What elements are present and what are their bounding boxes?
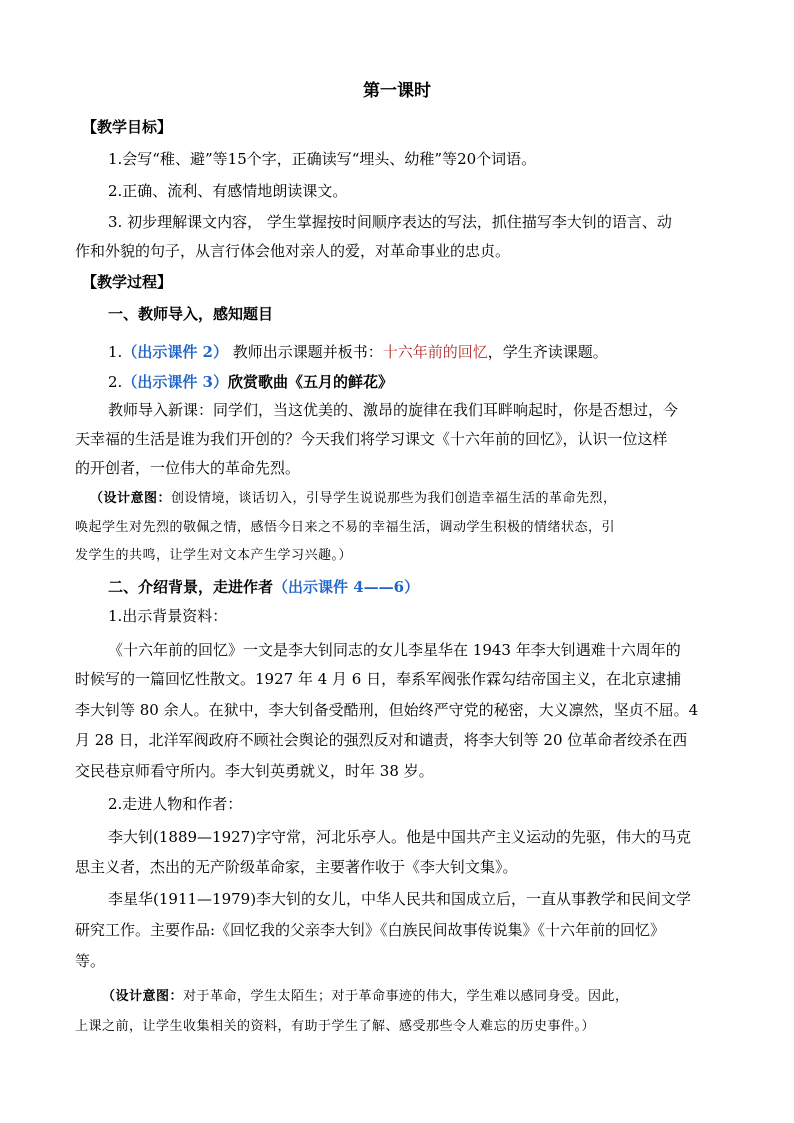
goal-item-2: 2.正确、流利、有感情地朗读课文。 <box>108 182 348 200</box>
li-xinghua-line-3: 等。 <box>75 952 106 970</box>
item-text: 欣赏歌曲《五月的鲜花》 <box>227 373 393 391</box>
background-line-2: 时候写的一篇回忆性散文。1927 年 4 月 6 日，奉系军阀张作霖勾结帝国主义，在北京逮捕 <box>75 670 682 688</box>
item-number: 1. <box>108 343 123 361</box>
section1-heading: 一、教师导入，感知题目 <box>108 305 274 323</box>
background-line-4: 月 28 日，北洋军阀政府不顾社会舆论的强烈反对和谴责，将李大钊等 20 位革命者绞杀在西 <box>75 731 688 749</box>
goal-item-3: 3. 初步理解课文内容， 学生掌握按时间顺序表达的写法，抓住描写李大钊的语言、动 <box>108 213 672 231</box>
section1-item-1 <box>108 342 608 362</box>
design-note-1-line-2: 唤起学生对先烈的敬佩之情，感悟今日来之不易的幸福生活，调动学生积极的情绪状态，引 <box>75 520 616 535</box>
design-note-2-line-2: 上课之前，让学生收集相关的资料，有助于学生了解、感受那些令人难忘的历史事件。） <box>75 1019 596 1034</box>
background-label: 1.出示背景资料： <box>108 607 228 625</box>
item-number: 2. <box>108 373 123 391</box>
background-line-1: 《十六年前的回忆》一文是李大钊同志的女儿李星华在 1943 年李大钊遇难十六周年的 <box>108 641 681 659</box>
design-note-text: 创设情境，谈话切入，引导学生说说那些为我们创造幸福生活的革命先烈， <box>171 491 617 506</box>
process-heading: 【教学过程】 <box>82 273 173 291</box>
li-xinghua-line-1: 李星华(1911—1979)李大钊的女儿，中华人民共和国成立后，一直从事教学和民间文学 <box>108 890 692 908</box>
design-note-1 <box>90 489 617 509</box>
intro-paragraph-line-1: 教师导入新课：同学们，当这优美的、激昂的旋律在我们耳畔响起时，你是否想过，今 <box>108 401 679 419</box>
design-note-label: （设计意图： <box>90 491 172 506</box>
item-text: 教师出示课题并板书： <box>227 343 383 361</box>
lesson-title-highlight: 十六年前的回忆 <box>382 343 488 361</box>
design-note-label: （设计意图： <box>102 989 184 1004</box>
intro-paragraph-line-2: 天幸福的生活是谁为我们开创的？今天我们将学习课文《十六年前的回忆》，认识一位这样 <box>75 430 668 448</box>
design-note-2 <box>102 987 629 1007</box>
goals-heading: 【教学目标】 <box>82 118 173 136</box>
design-note-1-line-3: 发学生的共鸣，让学生对文本产生学习兴趣。） <box>75 548 353 563</box>
background-line-3: 李大钊等 80 余人。在狱中，李大钊备受酷刑，但始终严守党的秘密，大义凛然，坚贞不屈。4 <box>75 701 699 719</box>
background-line-5: 交民巷京师看守所内。李大钊英勇就义，时年 38 岁。 <box>75 762 434 780</box>
li-dazhao-line-2: 思主义者，杰出的无产阶级革命家，主要著作收于《李大钊文集》。 <box>75 858 518 876</box>
people-label: 2.走进人物和作者： <box>108 795 243 813</box>
page-title: 第一课时 <box>363 81 431 101</box>
intro-paragraph-line-3: 的开创者，一位伟大的革命先烈。 <box>75 459 301 477</box>
section2-heading <box>108 577 419 597</box>
item-text: ，学生齐读课题。 <box>487 343 608 361</box>
goal-item-3-cont: 作和外貌的句子，从言行体会他对亲人的爱，对革命事业的忠贞。 <box>75 242 511 260</box>
courseware-tag: （出示课件 4——6） <box>273 578 420 596</box>
design-note-text: 对于革命，学生太陌生；对于革命事迹的伟大，学生难以感同身受。因此， <box>183 989 629 1004</box>
li-xinghua-line-2: 研究工作。主要作品:《回忆我的父亲李大钊》《白族民间故事传说集》《十六年前的回忆》 <box>75 921 666 939</box>
courseware-tag: （出示课件 2） <box>122 343 228 361</box>
section1-item-2 <box>108 372 393 392</box>
section2-heading-text: 二、介绍背景，走进作者 <box>108 578 274 596</box>
li-dazhao-line-1: 李大钊(1889—1927)字守常，河北乐亭人。他是中国共产主义运动的先驱，伟大的马克 <box>108 828 692 846</box>
goal-item-1: 1.会写“稚、避”等15个字，正确读写“埋头、幼稚”等20个词语。 <box>108 150 537 168</box>
courseware-tag: （出示课件 3） <box>122 373 228 391</box>
